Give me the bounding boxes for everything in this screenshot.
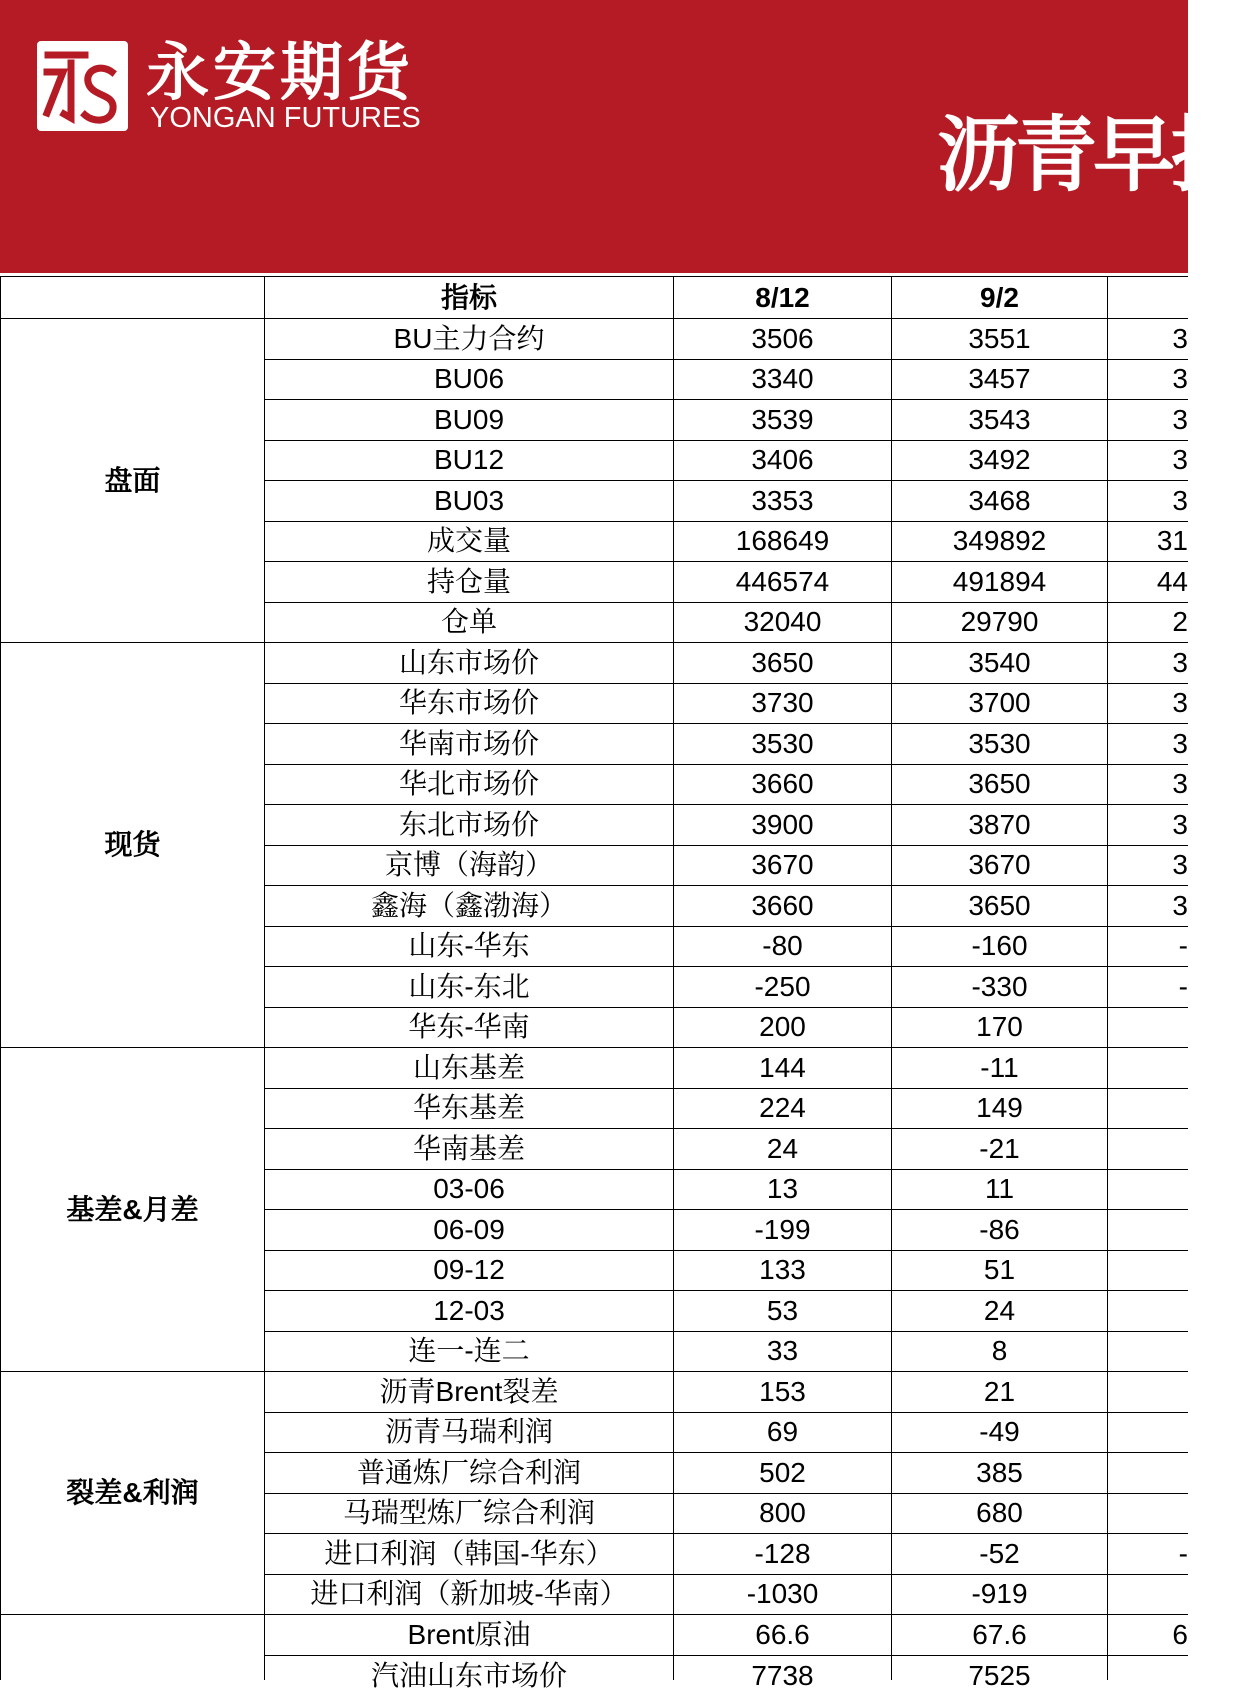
partial-value-cell: 3 — [1108, 724, 1188, 765]
indicator-label: 华南基差 — [265, 1129, 674, 1170]
partial-value-cell — [1108, 1008, 1188, 1049]
group-label — [0, 1615, 265, 1680]
partial-value-cell — [1108, 1089, 1188, 1130]
value-cell: 53 — [674, 1291, 892, 1332]
partial-value-cell — [1108, 1494, 1188, 1535]
indicator-label: BU12 — [265, 441, 674, 482]
partial-value-cell: 3 — [1108, 886, 1188, 927]
value-cell: 13 — [674, 1170, 892, 1211]
value-cell: -128 — [674, 1534, 892, 1575]
value-cell: -21 — [892, 1129, 1108, 1170]
partial-value-cell — [1108, 1656, 1188, 1681]
indicator-label: 普通炼厂综合利润 — [265, 1453, 674, 1494]
value-cell: 3650 — [674, 643, 892, 684]
value-cell: 67.6 — [892, 1615, 1108, 1656]
value-cell: -11 — [892, 1048, 1108, 1089]
value-cell: 3551 — [892, 319, 1108, 360]
value-cell: -330 — [892, 967, 1108, 1008]
partial-value-cell: 3 — [1108, 319, 1188, 360]
partial-value-cell: 3 — [1108, 643, 1188, 684]
indicator-label: 东北市场价 — [265, 805, 674, 846]
partial-value-cell: 31 — [1108, 522, 1188, 563]
partial-value-cell: 3 — [1108, 400, 1188, 441]
indicator-label: 03-06 — [265, 1170, 674, 1211]
column-header — [0, 276, 265, 319]
value-cell: 66.6 — [674, 1615, 892, 1656]
value-cell: 170 — [892, 1008, 1108, 1049]
partial-value-cell: 3 — [1108, 765, 1188, 806]
column-header — [1108, 276, 1188, 319]
indicator-label: BU06 — [265, 360, 674, 401]
brand-name-en: YONGAN FUTURES — [150, 102, 421, 134]
indicator-label: BU03 — [265, 481, 674, 522]
partial-value-cell — [1108, 1210, 1188, 1251]
indicator-label: 华北市场价 — [265, 765, 674, 806]
partial-value-cell — [1108, 1332, 1188, 1373]
value-cell: 446574 — [674, 562, 892, 603]
indicator-label: 山东基差 — [265, 1048, 674, 1089]
value-cell: -199 — [674, 1210, 892, 1251]
indicator-label: 华南市场价 — [265, 724, 674, 765]
value-cell: -49 — [892, 1413, 1108, 1454]
indicator-label: 06-09 — [265, 1210, 674, 1251]
value-cell: 385 — [892, 1453, 1108, 1494]
partial-value-cell: 6 — [1108, 1615, 1188, 1656]
partial-value-cell: - — [1108, 927, 1188, 968]
partial-value-cell — [1108, 1453, 1188, 1494]
value-cell: 3353 — [674, 481, 892, 522]
value-cell: -86 — [892, 1210, 1108, 1251]
value-cell: 3660 — [674, 765, 892, 806]
partial-value-cell — [1108, 1251, 1188, 1292]
company-logo — [37, 41, 128, 131]
value-cell: -1030 — [674, 1575, 892, 1616]
group-label: 基差&月差 — [0, 1048, 265, 1372]
value-cell: 7738 — [674, 1656, 892, 1681]
indicator-label: 连一-连二 — [265, 1332, 674, 1373]
value-cell: -919 — [892, 1575, 1108, 1616]
indicator-label: 华东基差 — [265, 1089, 674, 1130]
value-cell: 3900 — [674, 805, 892, 846]
value-cell: 21 — [892, 1372, 1108, 1413]
date-column-header: 9/2 — [892, 276, 1108, 319]
value-cell: 3506 — [674, 319, 892, 360]
value-cell: 502 — [674, 1453, 892, 1494]
partial-value-cell — [1108, 1413, 1188, 1454]
partial-value-cell: 3 — [1108, 441, 1188, 482]
value-cell: 3650 — [892, 886, 1108, 927]
value-cell: 3670 — [892, 846, 1108, 887]
value-cell: 3539 — [674, 400, 892, 441]
partial-value-cell: - — [1108, 967, 1188, 1008]
value-cell: 200 — [674, 1008, 892, 1049]
partial-value-cell — [1108, 1291, 1188, 1332]
partial-value-cell: 2 — [1108, 603, 1188, 644]
value-cell: 8 — [892, 1332, 1108, 1373]
indicator-label: 山东市场价 — [265, 643, 674, 684]
value-cell: 29790 — [892, 603, 1108, 644]
value-cell: 3870 — [892, 805, 1108, 846]
indicator-label: 华东市场价 — [265, 684, 674, 725]
value-cell: 3670 — [674, 846, 892, 887]
indicator-label: 沥青马瑞利润 — [265, 1413, 674, 1454]
value-cell: 11 — [892, 1170, 1108, 1211]
value-cell: 3543 — [892, 400, 1108, 441]
yongan-logo-icon — [37, 41, 128, 131]
value-cell: 224 — [674, 1089, 892, 1130]
value-cell: 3660 — [674, 886, 892, 927]
brand-name-cn: 永安期货 — [146, 38, 414, 108]
indicator-label: 沥青Brent裂差 — [265, 1372, 674, 1413]
value-cell: 144 — [674, 1048, 892, 1089]
value-cell: -80 — [674, 927, 892, 968]
indicator-label: 09-12 — [265, 1251, 674, 1292]
partial-value-cell — [1108, 1372, 1188, 1413]
value-cell: 3540 — [892, 643, 1108, 684]
value-cell: 168649 — [674, 522, 892, 563]
indicator-label: BU主力合约 — [265, 319, 674, 360]
value-cell: 3457 — [892, 360, 1108, 401]
partial-value-cell: 3 — [1108, 481, 1188, 522]
group-label: 裂差&利润 — [0, 1372, 265, 1615]
partial-value-cell: 3 — [1108, 805, 1188, 846]
value-cell: -160 — [892, 927, 1108, 968]
value-cell: 3492 — [892, 441, 1108, 482]
value-cell: -250 — [674, 967, 892, 1008]
value-cell: 133 — [674, 1251, 892, 1292]
value-cell: 51 — [892, 1251, 1108, 1292]
partial-value-cell: 3 — [1108, 846, 1188, 887]
indicator-label: 山东-华东 — [265, 927, 674, 968]
indicator-label: 进口利润（新加坡-华南） — [265, 1575, 674, 1616]
indicator-label: 持仓量 — [265, 562, 674, 603]
indicator-label: 华东-华南 — [265, 1008, 674, 1049]
indicator-label: Brent原油 — [265, 1615, 674, 1656]
value-cell: 3730 — [674, 684, 892, 725]
date-column-header: 8/12 — [674, 276, 892, 319]
value-cell: 33 — [674, 1332, 892, 1373]
indicator-label: 马瑞型炼厂综合利润 — [265, 1494, 674, 1535]
value-cell: 3530 — [674, 724, 892, 765]
value-cell: 3468 — [892, 481, 1108, 522]
value-cell: 3406 — [674, 441, 892, 482]
value-cell: 349892 — [892, 522, 1108, 563]
group-label: 现货 — [0, 643, 265, 1048]
indicator-label: 仓单 — [265, 603, 674, 644]
value-cell: -52 — [892, 1534, 1108, 1575]
indicator-label: BU09 — [265, 400, 674, 441]
indicator-label: 进口利润（韩国-华东） — [265, 1534, 674, 1575]
indicator-label: 鑫海（鑫渤海） — [265, 886, 674, 927]
partial-value-cell: 3 — [1108, 360, 1188, 401]
value-cell: 800 — [674, 1494, 892, 1535]
partial-value-cell — [1108, 1170, 1188, 1211]
partial-value-cell — [1108, 1048, 1188, 1089]
value-cell: 69 — [674, 1413, 892, 1454]
group-label: 盘面 — [0, 319, 265, 643]
value-cell: 24 — [674, 1129, 892, 1170]
value-cell: 3530 — [892, 724, 1108, 765]
value-cell: 153 — [674, 1372, 892, 1413]
value-cell: 491894 — [892, 562, 1108, 603]
indicator-column-header: 指标 — [265, 276, 674, 319]
indicator-label: 京博（海韵） — [265, 846, 674, 887]
value-cell: 32040 — [674, 603, 892, 644]
indicator-label: 成交量 — [265, 522, 674, 563]
partial-value-cell — [1108, 1575, 1188, 1616]
report-banner — [0, 0, 1249, 273]
value-cell: 24 — [892, 1291, 1108, 1332]
partial-value-cell: 3 — [1108, 684, 1188, 725]
indicator-label: 12-03 — [265, 1291, 674, 1332]
indicator-table — [0, 276, 1188, 1691]
value-cell: 3700 — [892, 684, 1108, 725]
report-title: 沥青早报 — [937, 110, 1249, 201]
indicator-label: 山东-东北 — [265, 967, 674, 1008]
value-cell: 3340 — [674, 360, 892, 401]
partial-value-cell: - — [1108, 1534, 1188, 1575]
indicator-label: 汽油山东市场价 — [265, 1656, 674, 1681]
value-cell: 149 — [892, 1089, 1108, 1130]
partial-value-cell — [1108, 1129, 1188, 1170]
value-cell: 3650 — [892, 765, 1108, 806]
value-cell: 680 — [892, 1494, 1108, 1535]
value-cell: 7525 — [892, 1656, 1108, 1681]
partial-value-cell: 44 — [1108, 562, 1188, 603]
